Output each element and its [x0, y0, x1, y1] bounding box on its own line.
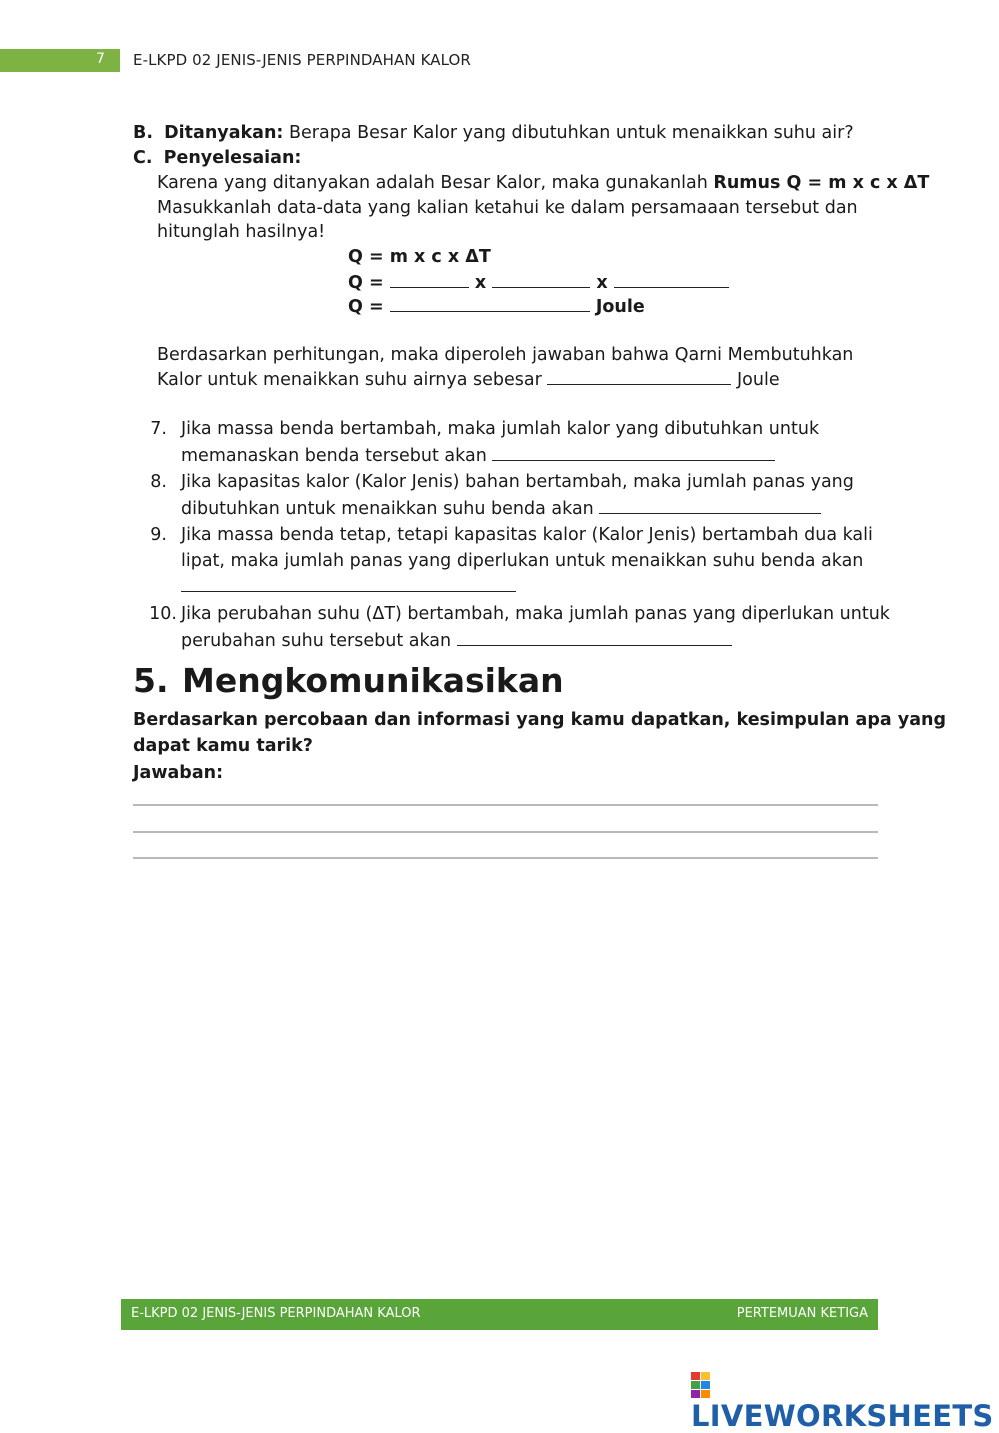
unit-joule: Joule	[595, 297, 645, 317]
specific-heat-blank[interactable]	[492, 270, 590, 288]
conclusion-line-1: Berdasarkan perhitungan, maka diperoleh jawaban bahwa Qarni Membutuhkan	[157, 345, 854, 365]
question-7-text: memanaskan benda tersebut akan	[181, 446, 487, 466]
part-b-text: Berapa Besar Kalor yang dibutuhkan untuk menaikkan suhu air?	[289, 123, 854, 143]
question-8-line-1: Jika kapasitas kalor (Kalor Jenis) bahan bertambah, maka jumlah panas yang	[181, 472, 854, 492]
footer-title: E-LKPD 02 JENIS-JENIS PERPINDAHAN KALOR	[131, 1306, 421, 1321]
question-9-answer-blank[interactable]	[181, 574, 516, 592]
question-number: 8.	[150, 472, 167, 492]
section-number: 5.	[133, 661, 169, 700]
mass-blank[interactable]	[390, 270, 469, 288]
part-c-line-3: hitunglah hasilnya!	[157, 222, 326, 242]
question-10-text: perubahan suhu tersebut akan	[181, 631, 452, 651]
logo-cubes-icon	[690, 1371, 712, 1399]
part-c-title: Penyelesaian:	[163, 148, 302, 168]
answer-line-2[interactable]	[133, 831, 878, 833]
conclusion-line-2-text: Kalor untuk menaikkan suhu airnya sebesar	[157, 370, 542, 390]
liveworksheets-logo	[690, 1371, 999, 1433]
multiply-sign: x	[596, 273, 608, 293]
section-prompt-line-1: Berdasarkan percobaan dan informasi yang kamu dapatkan, kesimpulan apa yang	[133, 710, 946, 730]
unit-joule: Joule	[737, 370, 780, 390]
part-b-label: B.	[133, 123, 153, 143]
page-header-title: E-LKPD 02 JENIS-JENIS PERPINDAHAN KALOR	[133, 51, 471, 69]
question-10-line-1: Jika perubahan suhu (ΔT) bertambah, maka jumlah panas yang diperlukan untuk	[181, 604, 890, 624]
part-b-heading: Ditanyakan:	[164, 123, 284, 143]
question-10-answer-blank[interactable]	[457, 628, 732, 646]
question-8-answer-blank[interactable]	[599, 496, 821, 514]
footer-meeting: PERTEMUAN KETIGA	[736, 1306, 868, 1321]
question-7-line-1: Jika massa benda bertambah, maka jumlah kalor yang dibutuhkan untuk	[181, 419, 820, 439]
part-c-line-1-text: Karena yang ditanyakan adalah Besar Kalor, maka gunakanlah	[157, 173, 708, 193]
answer-line-3[interactable]	[133, 857, 878, 859]
formula-line-3	[348, 294, 645, 320]
question-9-line-3	[181, 574, 516, 600]
answer-line-1[interactable]	[133, 804, 878, 806]
logo-text: LIVEWORKSHEETS	[691, 1399, 994, 1433]
question-number: 7.	[150, 419, 167, 439]
formula-reference: Rumus Q = m x c x ΔT	[713, 173, 930, 193]
question-number: 9.	[150, 525, 167, 545]
formula-q-label: Q =	[348, 273, 384, 293]
question-number: 10.	[149, 604, 177, 624]
part-c-line-1	[157, 171, 929, 196]
question-9-line-1: Jika massa benda tetap, tetapi kapasitas kalor (Kalor Jenis) bertambah dua kali	[181, 525, 873, 545]
part-c-label: C.	[133, 148, 153, 168]
formula-line-1: Q = m x c x ΔT	[348, 247, 491, 267]
delta-t-blank[interactable]	[614, 270, 729, 288]
question-7-answer-blank[interactable]	[492, 443, 775, 461]
question-9-line-2: lipat, maka jumlah panas yang diperlukan untuk menaikkan suhu benda akan	[181, 551, 864, 571]
result-blank[interactable]	[390, 294, 590, 312]
answer-label: Jawaban:	[133, 763, 224, 783]
question-8-line-2	[181, 496, 821, 522]
conclusion-blank[interactable]	[547, 367, 731, 385]
formula-q-label: Q =	[348, 297, 384, 317]
question-8-text: dibutuhkan untuk menaikkan suhu benda akan	[181, 499, 594, 519]
formula-line-2	[348, 270, 729, 296]
question-7-line-2	[181, 443, 775, 469]
conclusion-line-2	[157, 367, 780, 393]
part-b	[133, 121, 854, 146]
question-10-line-2	[181, 628, 732, 654]
section-title: Mengkomunikasikan	[182, 661, 564, 700]
part-c-line-2: Masukkanlah data-data yang kalian ketahui ke dalam persamaaan tersebut dan	[157, 198, 858, 218]
page-number: 7	[96, 51, 105, 67]
part-c-heading	[133, 146, 301, 171]
multiply-sign: x	[474, 273, 487, 293]
section-prompt-line-2: dapat kamu tarik?	[133, 736, 313, 756]
